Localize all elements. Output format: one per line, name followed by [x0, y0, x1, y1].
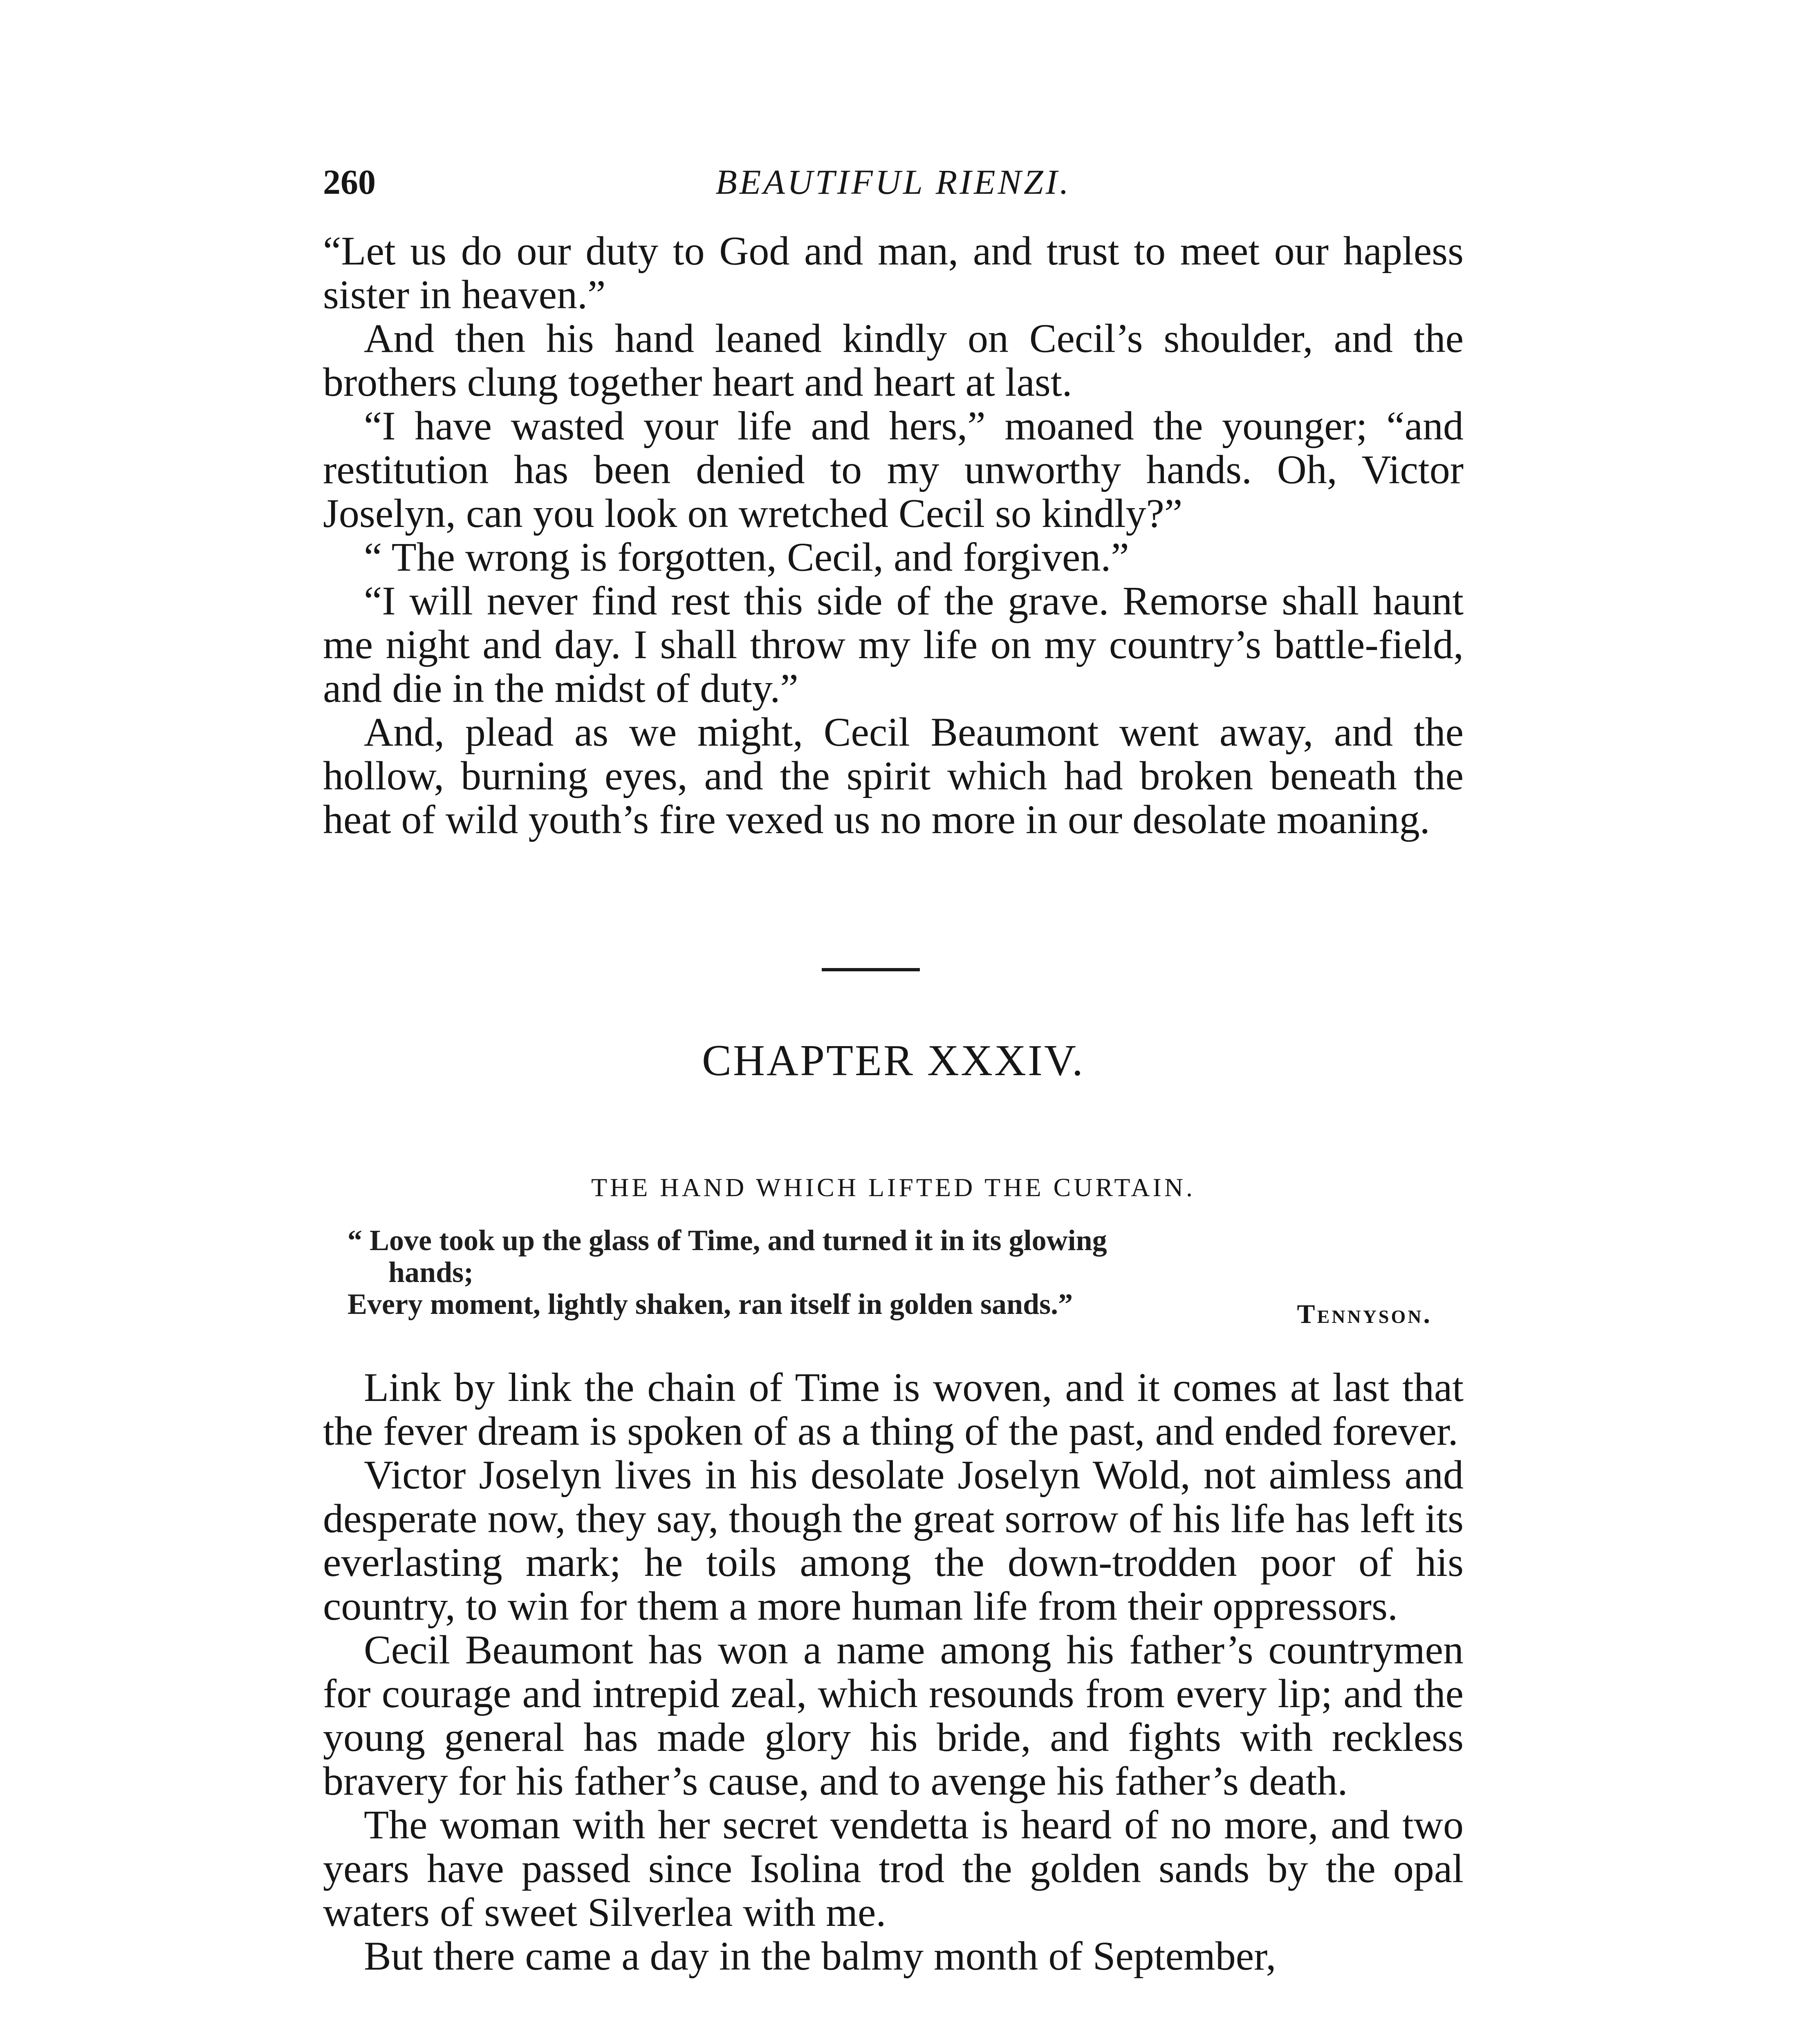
- paragraph: “I will never find rest this side of the grave. Remorse shall haunt me night and day. I shall throw my life on my country’s battle-field, and die in the midst of duty.”: [323, 578, 1464, 711]
- paragraph: The woman with her secret vendetta is heard of no more, and two years have passed since Isolina trod the golden sands by the opal waters of sweet Silverlea with me.: [323, 1802, 1464, 1935]
- paragraph: “Let us do our duty to God and man, and trust to meet our hapless sister in heaven.”: [323, 228, 1464, 317]
- running-title: BEAUTIFUL RIENZI.: [715, 162, 1071, 202]
- epigraph-attribution: Tennyson.: [1297, 1299, 1432, 1329]
- paragraph: “I have wasted your life and hers,” moaned the younger; “and restitution has been denied to my unworthy hands. Oh, Victor Joselyn, can you look on wretched Cecil so kindly?”: [323, 403, 1464, 536]
- paragraph: “ The wrong is forgotten, Cecil, and forgiven.”: [364, 534, 1129, 580]
- chapter-subtitle: THE HAND WHICH LIFTED THE CURTAIN.: [591, 1173, 1196, 1202]
- paragraph: Cecil Beaumont has won a name among his father’s countrymen for courage and intrepid zeal, which resounds from every lip; and the young general has made glory his bride, and fights with reckless bravery for his father’s cause, and to avenge his father’s death.: [323, 1627, 1464, 1804]
- epigraph: [347, 1224, 1464, 1320]
- page-header: [323, 151, 1464, 213]
- epigraph-line: hands;: [388, 1256, 474, 1289]
- page-number: 260: [323, 162, 376, 202]
- text-after-chapter: [323, 1365, 1464, 1978]
- paragraph: But there came a day in the balmy month of September,: [364, 1933, 1276, 1979]
- chapter-heading: CHAPTER XXXIV.: [702, 1036, 1085, 1085]
- text-before-chapter: [323, 229, 1464, 841]
- epigraph-line: “ Love took up the glass of Time, and turned it in its glowing: [347, 1224, 1107, 1257]
- paragraph: And then his hand leaned kindly on Cecil’s shoulder, and the brothers clung together heart and heart at last.: [323, 316, 1464, 405]
- section-divider: [822, 968, 920, 971]
- epigraph-line: Every moment, lightly shaken, ran itself in golden sands.”: [347, 1288, 1073, 1320]
- paragraph: Victor Joselyn lives in his desolate Joselyn Wold, not aimless and desperate now, they say, though the great sorrow of his life has left its everlasting mark; he toils among the down-trodden poor of his country, to win for them a more human life from their oppressors.: [323, 1452, 1464, 1629]
- paragraph: And, plead as we might, Cecil Beaumont went away, and the hollow, burning eyes, and the spirit which had broken beneath the heat of wild youth’s fire vexed us no more in our desolate moaning.: [323, 709, 1464, 842]
- paragraph: Link by link the chain of Time is woven, and it comes at last that the fever dream is spoken of as a thing of the past, and ended forever.: [323, 1365, 1464, 1454]
